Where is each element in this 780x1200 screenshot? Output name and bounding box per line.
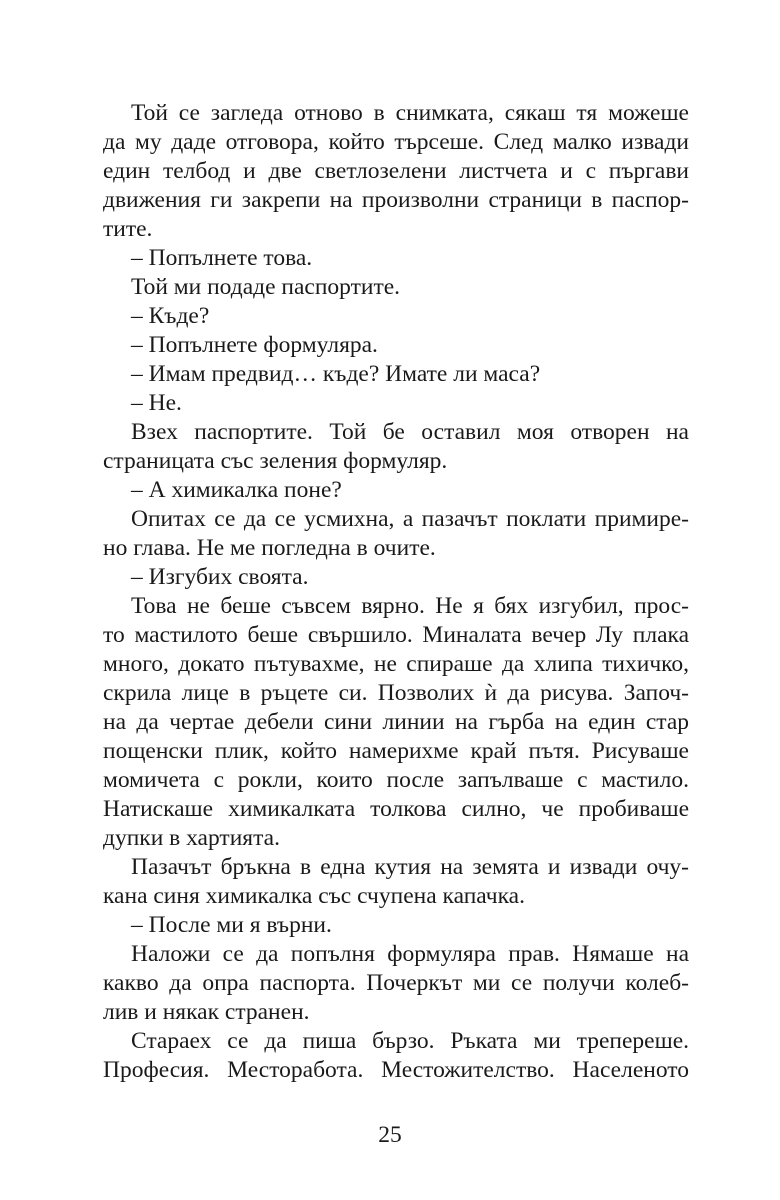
text-line: Пазачът бръкна в една кутия на земята и извади очу-	[131, 854, 689, 880]
text-line: – Попълнете формуляра.	[131, 332, 378, 358]
text-line: – Имам предвид… къде? Имате ли маса?	[131, 361, 541, 387]
text-line: движения ги закрепи на произволни страници в паспор-	[103, 187, 689, 213]
text-line: момичета с рокли, които после запълваше с мастило.	[103, 767, 689, 793]
body-text	[103, 99, 689, 1085]
text-line: – А химикалка поне?	[131, 477, 342, 503]
text-line: но глава. Не ме погледна в очите.	[103, 535, 436, 561]
text-line: – После ми я върни.	[131, 912, 332, 938]
text-line: Професия. Месторабота. Местожителство. Населеното	[103, 1057, 689, 1083]
text-line: на да чертае дебели сини линии на гърба на един стар	[103, 709, 689, 735]
text-line: – Къде?	[131, 303, 210, 329]
text-line: един телбод и две светлозелени листчета и с пъргави	[103, 158, 689, 184]
text-line: – Попълнете това.	[131, 245, 313, 271]
text-line: дупки в хартията.	[103, 825, 280, 851]
text-line: Това не беше съвсем вярно. Не я бях изгубил, прос-	[131, 593, 689, 619]
text-line: да му даде отговора, който търсеше. След малко извади	[103, 129, 689, 155]
text-line: Натискаше химикалката толкова силно, че пробиваше	[103, 796, 689, 822]
text-line: какво да опра паспорта. Почеркът ми се получи колеб-	[103, 970, 689, 996]
text-line: – Изгубих своята.	[131, 564, 309, 590]
text-line: пощенски плик, който намерихме край пътя. Рисуваше	[103, 738, 689, 764]
text-line: страницата със зеления формуляр.	[103, 448, 448, 474]
text-line: – Не.	[131, 390, 182, 416]
text-line: много, докато пътувахме, не спираше да хлипа тихичко,	[103, 651, 689, 677]
text-line: Стараех се да пиша бързо. Ръката ми трепереше.	[131, 1028, 689, 1054]
text-line: то мастилото беше свършило. Миналата вечер Лу плака	[103, 622, 689, 648]
text-line: Наложи се да попълня формуляра прав. Нямаше на	[131, 941, 689, 967]
text-line: кана синя химикалка със счупена капачка.	[103, 883, 525, 909]
page-number: 25	[378, 1122, 402, 1148]
text-line: тите.	[103, 216, 153, 242]
text-line: Взех паспортите. Той бе оставил моя отворен на	[131, 419, 689, 445]
text-line: скрила лице в ръцете си. Позволих ѝ да рисува. Започ-	[103, 680, 689, 706]
text-line: Той се загледа отново в снимката, сякаш тя можеше	[131, 100, 689, 126]
text-line: Той ми подаде паспортите.	[131, 274, 401, 300]
text-line: Опитах се да се усмихна, а пазачът поклати примире-	[131, 506, 689, 532]
text-line: лив и някак странен.	[103, 999, 310, 1025]
